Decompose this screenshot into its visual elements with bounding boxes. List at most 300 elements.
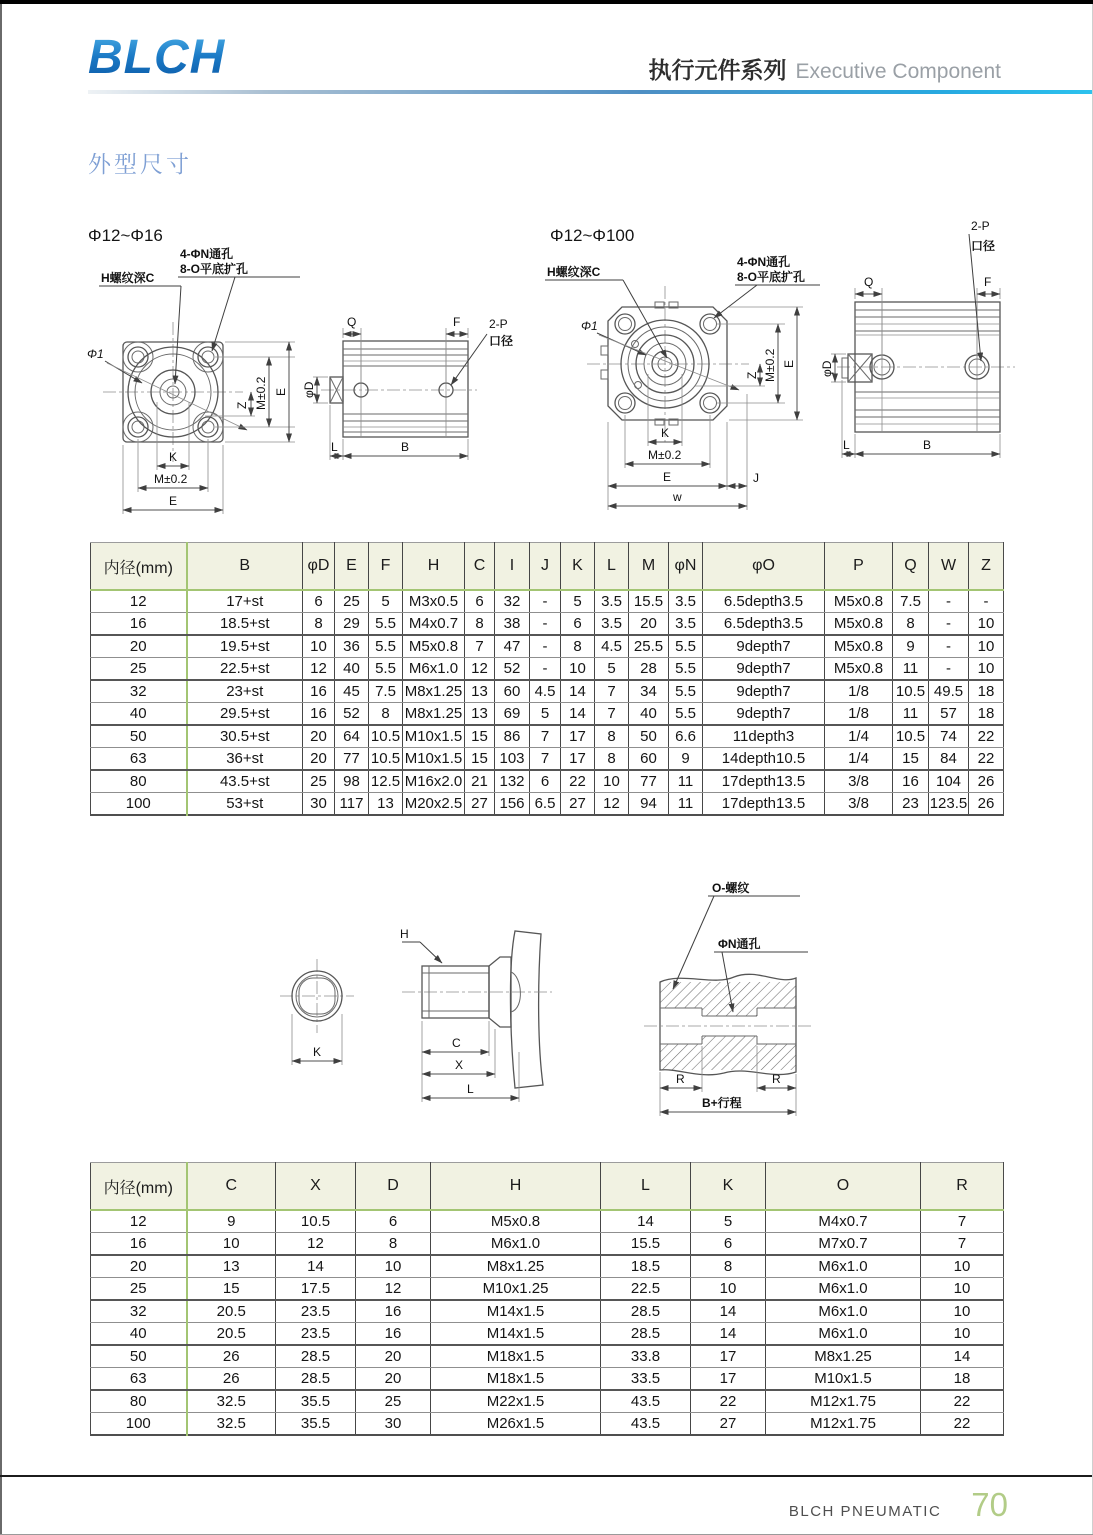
table-cell: 4.5 xyxy=(530,680,561,703)
table-cell: 49.5 xyxy=(929,680,969,703)
table-cell: 8 xyxy=(561,635,595,658)
table-cell: 10.5 xyxy=(369,748,403,771)
table-cell: 5.5 xyxy=(669,635,703,658)
dim-e-horizontal: E xyxy=(169,494,178,508)
table-cell: M22x1.5 xyxy=(431,1390,601,1413)
dim-q: Q xyxy=(347,315,357,329)
table-cell: 25 xyxy=(91,1278,187,1301)
column-header: O xyxy=(766,1163,921,1211)
table-cell: 16 xyxy=(893,770,929,793)
table-cell: 22 xyxy=(969,725,1004,748)
table-cell: 14 xyxy=(921,1345,1004,1368)
table-header-row xyxy=(91,1163,1004,1211)
table-cell: 63 xyxy=(91,748,187,771)
table-cell: 9 xyxy=(893,635,929,658)
table-cell: M14x1.5 xyxy=(431,1323,601,1346)
table-cell: 3.5 xyxy=(595,613,629,636)
column-header: C xyxy=(187,1163,276,1211)
table-cell: 26 xyxy=(977,795,995,812)
table-cell: 20.5 xyxy=(187,1300,276,1323)
table-cell: 23.5 xyxy=(276,1323,356,1346)
table-cell: 12 xyxy=(303,658,335,681)
table-cell: 5.5 xyxy=(669,658,703,681)
table-cell: 4.5 xyxy=(595,635,629,658)
table-cell: M12x1.75 xyxy=(766,1413,921,1436)
table-cell: 27 xyxy=(691,1413,766,1436)
table-cell: - xyxy=(929,658,969,681)
table-cell: 10.5 xyxy=(893,680,929,703)
table-cell: 30 xyxy=(303,793,335,816)
table-cell: 29.5+st xyxy=(187,703,303,726)
column-header: J xyxy=(530,543,561,591)
table-cell: 10.5 xyxy=(369,725,403,748)
table-cell: 20 xyxy=(91,635,187,658)
table-cell: 43.5 xyxy=(601,1390,691,1413)
table-cell: 25 xyxy=(356,1390,431,1413)
table-cell: M6x1.0 xyxy=(403,658,465,681)
footer-divider xyxy=(0,1475,1093,1477)
table-cell: 10 xyxy=(187,1233,276,1256)
table-cell: M5x0.8 xyxy=(403,635,465,658)
table-row xyxy=(91,590,1004,613)
table-cell: M5x0.8 xyxy=(825,590,893,613)
table-cell: M18x1.5 xyxy=(431,1368,601,1391)
table-cell: 17+st xyxy=(187,590,303,613)
table-cell: 9depth7 xyxy=(703,680,825,703)
port-note-line1: 2-P xyxy=(971,219,990,233)
table-row xyxy=(91,770,1004,793)
table-cell: 22.5+st xyxy=(187,658,303,681)
dim-q: Q xyxy=(864,275,874,289)
table-cell: 7 xyxy=(465,635,495,658)
table-cell: M3x0.5 xyxy=(403,590,465,613)
table-cell: 98 xyxy=(335,770,369,793)
table-cell: 103 xyxy=(495,748,530,771)
table-cell: 132 xyxy=(495,770,530,793)
port-note-line2: 口径 xyxy=(489,334,514,348)
table-cell: 10 xyxy=(595,770,629,793)
dimension-table-rod-end xyxy=(90,1162,1004,1436)
dim-b: B xyxy=(401,440,410,454)
table-cell: 32.5 xyxy=(187,1413,276,1436)
column-header: H xyxy=(403,543,465,591)
table-cell: M26x1.5 xyxy=(431,1413,601,1436)
header-divider xyxy=(88,90,1093,94)
table-cell: 28.5 xyxy=(601,1300,691,1323)
table-row xyxy=(91,1210,1004,1233)
table-cell: 16 xyxy=(303,703,335,726)
table-cell: 9depth7 xyxy=(703,703,825,726)
footer xyxy=(789,1486,1008,1524)
column-header: φO xyxy=(703,543,825,591)
footer-brand: BLCH PNEUMATIC xyxy=(788,1503,942,1520)
dim-r-left: R xyxy=(676,1072,685,1086)
table-cell: 28.5 xyxy=(276,1368,356,1391)
phi1-label: Φ1 xyxy=(87,347,104,361)
table-cell: 17depth13.5 xyxy=(703,793,825,816)
dim-h-label: H xyxy=(400,927,409,941)
phin-hole-note: ΦN通孔 xyxy=(718,937,761,951)
table-cell: 8 xyxy=(465,613,495,636)
table-cell: 7.5 xyxy=(369,680,403,703)
thread-depth-note: H螺纹深C xyxy=(547,265,601,279)
table-cell: 22 xyxy=(691,1390,766,1413)
table-cell: 6.5depth3.5 xyxy=(703,590,825,613)
dim-m-vertical: M±0.2 xyxy=(254,376,268,410)
o-thread-note: O-螺纹 xyxy=(712,881,750,895)
table-cell: 6 xyxy=(303,590,335,613)
table-cell: 6 xyxy=(530,770,561,793)
column-header: φD xyxy=(303,543,335,591)
table-cell: 9depth7 xyxy=(703,658,825,681)
flange-front-view xyxy=(103,322,243,462)
table-cell: M10x1.5 xyxy=(403,748,465,771)
through-hole-note-line1: 4-ΦN通孔 xyxy=(180,247,234,261)
table-cell: 13 xyxy=(369,793,403,816)
through-hole-note-line2: 8-O平底扩孔 xyxy=(180,262,249,276)
table-cell: 94 xyxy=(629,793,669,816)
dim-k: K xyxy=(169,450,178,464)
table-cell: 29 xyxy=(335,613,369,636)
table-cell: 7 xyxy=(530,748,561,771)
dim-x: X xyxy=(455,1058,464,1072)
table-cell: 5.5 xyxy=(369,635,403,658)
table-cell: 11 xyxy=(669,793,703,816)
table-cell: M6x1.0 xyxy=(766,1300,921,1323)
table-cell: 3/8 xyxy=(825,793,893,816)
table-cell: 9depth7 xyxy=(703,635,825,658)
table-cell: 45 xyxy=(335,680,369,703)
table-cell: 21 xyxy=(465,770,495,793)
table-cell: 17 xyxy=(691,1368,766,1391)
table-cell: 28 xyxy=(629,658,669,681)
table-cell: 63 xyxy=(91,1368,187,1391)
table-cell: 77 xyxy=(629,770,669,793)
table-cell: 5.5 xyxy=(369,658,403,681)
table-cell: 15 xyxy=(465,748,495,771)
table-cell: M5x0.8 xyxy=(825,613,893,636)
table-cell: M6x1.0 xyxy=(431,1233,601,1256)
table-cell: M4x0.7 xyxy=(766,1210,921,1233)
table-cell: 11 xyxy=(893,658,929,681)
table-cell: 14 xyxy=(691,1323,766,1346)
table-cell: 27 xyxy=(465,793,495,816)
table-cell: 6 xyxy=(465,590,495,613)
column-header: 内径(mm) xyxy=(91,1163,187,1211)
table-cell: M8x1.25 xyxy=(403,703,465,726)
column-header: H xyxy=(431,1163,601,1211)
dim-l: L xyxy=(843,438,850,452)
table-cell: 13 xyxy=(465,680,495,703)
table-cell: M6x1.0 xyxy=(766,1278,921,1301)
table-cell: 7 xyxy=(921,1210,1004,1233)
dim-l: L xyxy=(331,440,338,454)
table-cell: 1/4 xyxy=(825,725,893,748)
table-cell: 35.5 xyxy=(276,1413,356,1436)
table-cell: 22 xyxy=(921,1390,1004,1413)
table-cell: 6.5depth3.5 xyxy=(703,613,825,636)
column-header: K xyxy=(691,1163,766,1211)
table-cell: 12 xyxy=(465,658,495,681)
port-note-line2: 口径 xyxy=(971,239,996,253)
table-cell: 14 xyxy=(601,1210,691,1233)
table-cell: 6 xyxy=(356,1210,431,1233)
dim-f: F xyxy=(984,275,992,289)
table-cell: 18 xyxy=(969,680,1004,703)
table-cell: 5 xyxy=(369,590,403,613)
dim-k: K xyxy=(661,426,670,440)
table-cell: 8 xyxy=(303,613,335,636)
table-cell: 52 xyxy=(495,658,530,681)
table-cell: 17 xyxy=(561,725,595,748)
table-cell: 20.5 xyxy=(187,1323,276,1346)
port-note-line1: 2-P xyxy=(489,317,508,331)
table-cell: 34 xyxy=(629,680,669,703)
table-cell: M5x0.8 xyxy=(431,1210,601,1233)
table-cell: 28.5 xyxy=(276,1345,356,1368)
table-cell: 15 xyxy=(465,725,495,748)
table-cell: 8 xyxy=(356,1233,431,1256)
table-cell: 16 xyxy=(356,1300,431,1323)
column-header: R xyxy=(921,1163,1004,1211)
table-cell: 20 xyxy=(356,1368,431,1391)
table-cell: 18.5+st xyxy=(187,613,303,636)
column-header: B xyxy=(187,543,303,591)
table-cell: 1/8 xyxy=(825,680,893,703)
table-cell: 100 xyxy=(91,1413,187,1436)
section-title: 外型尺寸 xyxy=(88,151,192,177)
table-cell: 80 xyxy=(91,770,187,793)
table-cell: - xyxy=(929,590,969,613)
table-cell: 22.5 xyxy=(601,1278,691,1301)
table-cell: 10 xyxy=(921,1300,1004,1323)
table-cell: M4x0.7 xyxy=(403,613,465,636)
table-cell: 104 xyxy=(929,770,969,793)
table-cell: 12.5 xyxy=(369,770,403,793)
table-cell: 3.5 xyxy=(669,590,703,613)
table-cell: 27 xyxy=(561,793,595,816)
table-cell: 60 xyxy=(629,748,669,771)
rod-end-view xyxy=(280,959,354,1065)
series-title-en: Executive Component xyxy=(795,60,1001,83)
table-cell: 8 xyxy=(595,725,629,748)
table-cell: M16x2.0 xyxy=(403,770,465,793)
table-cell: M14x1.5 xyxy=(431,1300,601,1323)
rod-and-section-detail-drawing xyxy=(252,856,822,1121)
dim-phid: φD xyxy=(820,360,834,377)
table-row xyxy=(91,725,1004,748)
dimension-table-main xyxy=(90,542,1004,816)
table-row xyxy=(91,793,1004,816)
table-cell: 6 xyxy=(561,613,595,636)
phi1-label: Φ1 xyxy=(581,319,598,333)
table-cell: 40 xyxy=(91,1323,187,1346)
table-cell: 10 xyxy=(691,1278,766,1301)
table-cell: 14depth10.5 xyxy=(703,748,825,771)
through-hole-note-line1: 4-ΦN通孔 xyxy=(737,255,791,269)
dim-l: L xyxy=(467,1082,474,1096)
table-cell: 26 xyxy=(187,1368,276,1391)
table-cell: 18 xyxy=(969,703,1004,726)
column-header: L xyxy=(595,543,629,591)
table-cell: 60 xyxy=(495,680,530,703)
column-header: F xyxy=(369,543,403,591)
table-cell: 43.5 xyxy=(601,1413,691,1436)
dim-e-vertical: E xyxy=(274,387,288,396)
series-heading xyxy=(649,52,1001,85)
table-cell: 6.6 xyxy=(669,725,703,748)
table-row xyxy=(91,1255,1004,1278)
table-cell: 86 xyxy=(495,725,530,748)
table-cell: 10.5 xyxy=(276,1210,356,1233)
table-cell: 47 xyxy=(495,635,530,658)
table-cell: 25 xyxy=(91,658,187,681)
dimension-drawing-phi12-phi16 xyxy=(85,242,535,527)
table-cell: 16 xyxy=(91,1233,187,1256)
table-cell: 14 xyxy=(561,703,595,726)
table-cell: M7x0.7 xyxy=(766,1233,921,1256)
table-cell: 16 xyxy=(91,613,187,636)
table-cell: 14 xyxy=(276,1255,356,1278)
dimension-drawing-phi12-phi100 xyxy=(545,214,1093,519)
drawing1-title: Φ12~Φ16 xyxy=(88,226,163,245)
table-cell: 12 xyxy=(276,1233,356,1256)
table-row xyxy=(91,1413,1004,1436)
dim-phid: φD xyxy=(302,381,316,398)
table-row xyxy=(91,1368,1004,1391)
table-header-row xyxy=(91,543,1004,591)
table-cell: 12 xyxy=(356,1278,431,1301)
side-view xyxy=(321,341,477,437)
table-cell: 10 xyxy=(969,613,1004,636)
table-cell: 38 xyxy=(495,613,530,636)
table-cell: 80 xyxy=(91,1390,187,1413)
through-hole-note-line2: 8-O平底扩孔 xyxy=(737,270,806,284)
table-row xyxy=(91,703,1004,726)
table-cell: 74 xyxy=(929,725,969,748)
table-cell: 7 xyxy=(595,703,629,726)
table-cell: M10x1.25 xyxy=(431,1278,601,1301)
table-cell: 22 xyxy=(953,1415,971,1432)
dim-e-horizontal: E xyxy=(663,470,672,484)
column-header: W xyxy=(929,543,969,591)
table-cell: 77 xyxy=(335,748,369,771)
table-cell: 1/8 xyxy=(825,703,893,726)
table-cell: 10.5 xyxy=(893,725,929,748)
table-cell: 9 xyxy=(187,1210,276,1233)
table-row xyxy=(91,1278,1004,1301)
table-cell: 43.5+st xyxy=(187,770,303,793)
table-cell: 12 xyxy=(91,1210,187,1233)
table-row xyxy=(91,658,1004,681)
table-cell: 52 xyxy=(335,703,369,726)
table-cell: 12 xyxy=(595,793,629,816)
column-header: P xyxy=(825,543,893,591)
table-cell: M5x0.8 xyxy=(825,658,893,681)
table-cell: 5.5 xyxy=(669,703,703,726)
table-cell: 7.5 xyxy=(893,590,929,613)
table-cell: M8x1.25 xyxy=(431,1255,601,1278)
table-cell: 11 xyxy=(893,703,929,726)
table-cell: 18.5 xyxy=(601,1255,691,1278)
table-cell: 8 xyxy=(595,748,629,771)
column-header: φN xyxy=(669,543,703,591)
column-header: E xyxy=(335,543,369,591)
dim-w: w xyxy=(673,490,682,504)
table-cell: 3.5 xyxy=(669,613,703,636)
table-cell: 10 xyxy=(969,658,1004,681)
table-cell: - xyxy=(530,613,561,636)
table-cell: - xyxy=(969,590,1004,613)
table-cell: 20 xyxy=(356,1345,431,1368)
table-cell: 14 xyxy=(561,680,595,703)
column-header: I xyxy=(495,543,530,591)
table-cell: M6x1.0 xyxy=(766,1323,921,1346)
table-cell: 6 xyxy=(691,1233,766,1256)
table-cell: 13 xyxy=(465,703,495,726)
table-cell: 50 xyxy=(629,725,669,748)
table-cell: 35.5 xyxy=(276,1390,356,1413)
table-cell: M8x1.25 xyxy=(403,680,465,703)
table-cell: 10 xyxy=(303,635,335,658)
table-cell: M6x1.0 xyxy=(766,1255,921,1278)
table-cell: 8 xyxy=(691,1255,766,1278)
column-header: M xyxy=(629,543,669,591)
table-cell: 11depth3 xyxy=(703,725,825,748)
table-cell: 10 xyxy=(356,1255,431,1278)
dim-m-horizontal: M±0.2 xyxy=(154,472,188,486)
table-cell: 64 xyxy=(335,725,369,748)
table-cell: 50 xyxy=(91,725,187,748)
table-row xyxy=(91,613,1004,636)
table-cell: 17 xyxy=(561,748,595,771)
table-cell: 33.5 xyxy=(601,1368,691,1391)
table-cell: 23 xyxy=(893,793,929,816)
blch-logo: BLCH xyxy=(88,31,226,84)
table-cell: 117 xyxy=(335,793,369,816)
table-cell: 26 xyxy=(187,1345,276,1368)
dim-j: J xyxy=(753,471,759,485)
table-row xyxy=(91,1233,1004,1256)
table-cell: 20 xyxy=(91,1255,187,1278)
table-cell: 5 xyxy=(530,703,561,726)
table-cell: 17.5 xyxy=(276,1278,356,1301)
dim-z: Z xyxy=(235,401,249,409)
table-row xyxy=(91,748,1004,771)
table-cell: 8 xyxy=(893,613,929,636)
table-cell: M10x1.5 xyxy=(766,1368,921,1391)
table-cell: 15 xyxy=(893,748,929,771)
table-cell: 10 xyxy=(969,635,1004,658)
dim-b: B xyxy=(923,438,932,452)
table-cell: 53+st xyxy=(187,793,303,816)
table-cell: 69 xyxy=(495,703,530,726)
table-cell: 5 xyxy=(561,590,595,613)
table-cell: 40 xyxy=(335,658,369,681)
table-cell: 22 xyxy=(561,770,595,793)
table-cell: 5 xyxy=(691,1210,766,1233)
body-section-view xyxy=(644,880,812,1116)
table-cell: 15.5 xyxy=(601,1233,691,1256)
table-cell: 30 xyxy=(356,1413,431,1436)
table-cell: 30.5+st xyxy=(187,725,303,748)
table-cell: 22 xyxy=(969,748,1004,771)
table-cell: 26 xyxy=(969,770,1004,793)
column-header: 内径(mm) xyxy=(91,543,187,591)
table-cell: 36 xyxy=(335,635,369,658)
table-cell: 28.5 xyxy=(601,1323,691,1346)
table-cell: 10 xyxy=(921,1255,1004,1278)
